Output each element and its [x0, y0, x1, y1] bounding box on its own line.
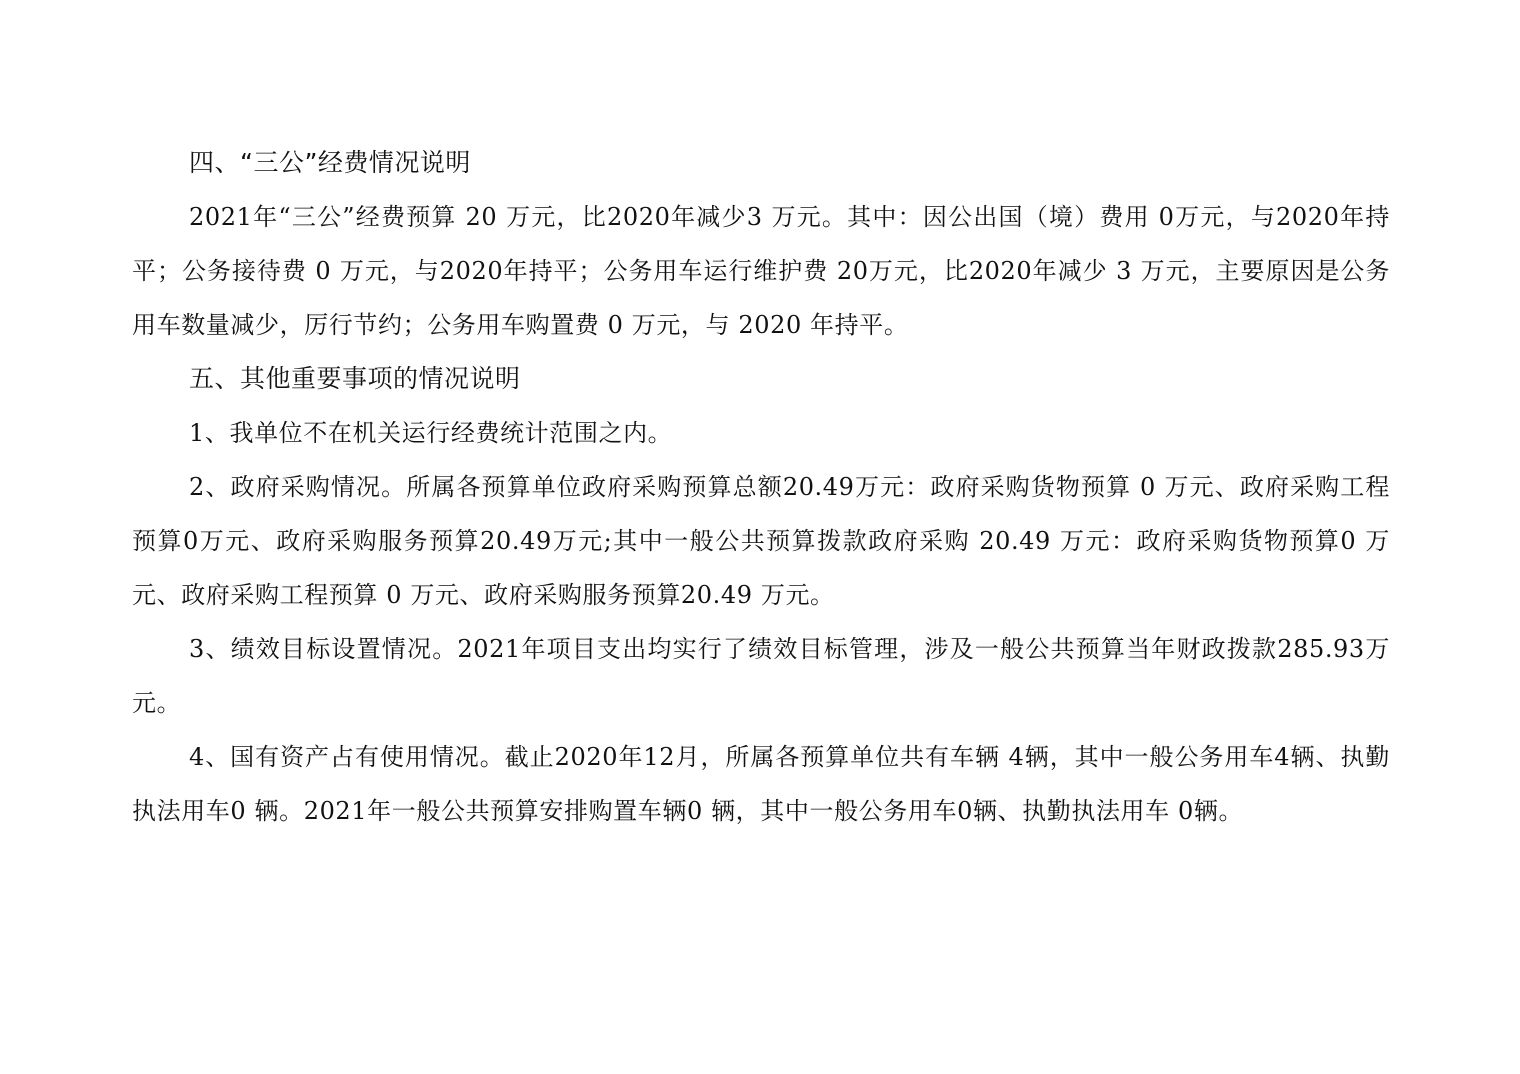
section-4-heading: 四、“三公”经费情况说明: [189, 148, 471, 177]
section-5-heading: 五、其他重要事项的情况说明: [189, 364, 521, 393]
section-5-item-3: 3、绩效目标设置情况。2021年项目支出均实行了绩效目标管理，涉及一般公共预算当年财政拨款285.93万元。: [132, 635, 1390, 717]
document-page: [132, 136, 1390, 838]
section-5-item-1: 1、我单位不在机关运行经费统计范围之内。: [189, 419, 673, 447]
section-4-body: 2021年“三公”经费预算 20 万元，比2020年减少3 万元。其中：因公出国（境）费用 0万元，与2020年持平；公务接待费 0 万元，与2020年持平；公务用车运行维护费 20万元，比2020年减少 3 万元，主要原因是公务用车数量减少，厉行节约；公务用车购置费 0 万元，与 2020 年持平。: [132, 203, 1390, 339]
section-5-item-4: 4、国有资产占有使用情况。截止2020年12月，所属各预算单位共有车辆 4辆，其中一般公务用车4辆、执勤执法用车0 辆。2021年一般公共预算安排购置车辆0 辆，其中一般公务用车0辆、执勤执法用车 0辆。: [132, 743, 1390, 825]
section-5-item-2: 2、政府采购情况。所属各预算单位政府采购预算总额20.49万元：政府采购货物预算 0 万元、政府采购工程预算0万元、政府采购服务预算20.49万元;其中一般公共预算拨款政府采购 20.49 万元：政府采购货物预算0 万元、政府采购工程预算 0 万元、政府采购服务预算20.49 万元。: [132, 473, 1390, 609]
